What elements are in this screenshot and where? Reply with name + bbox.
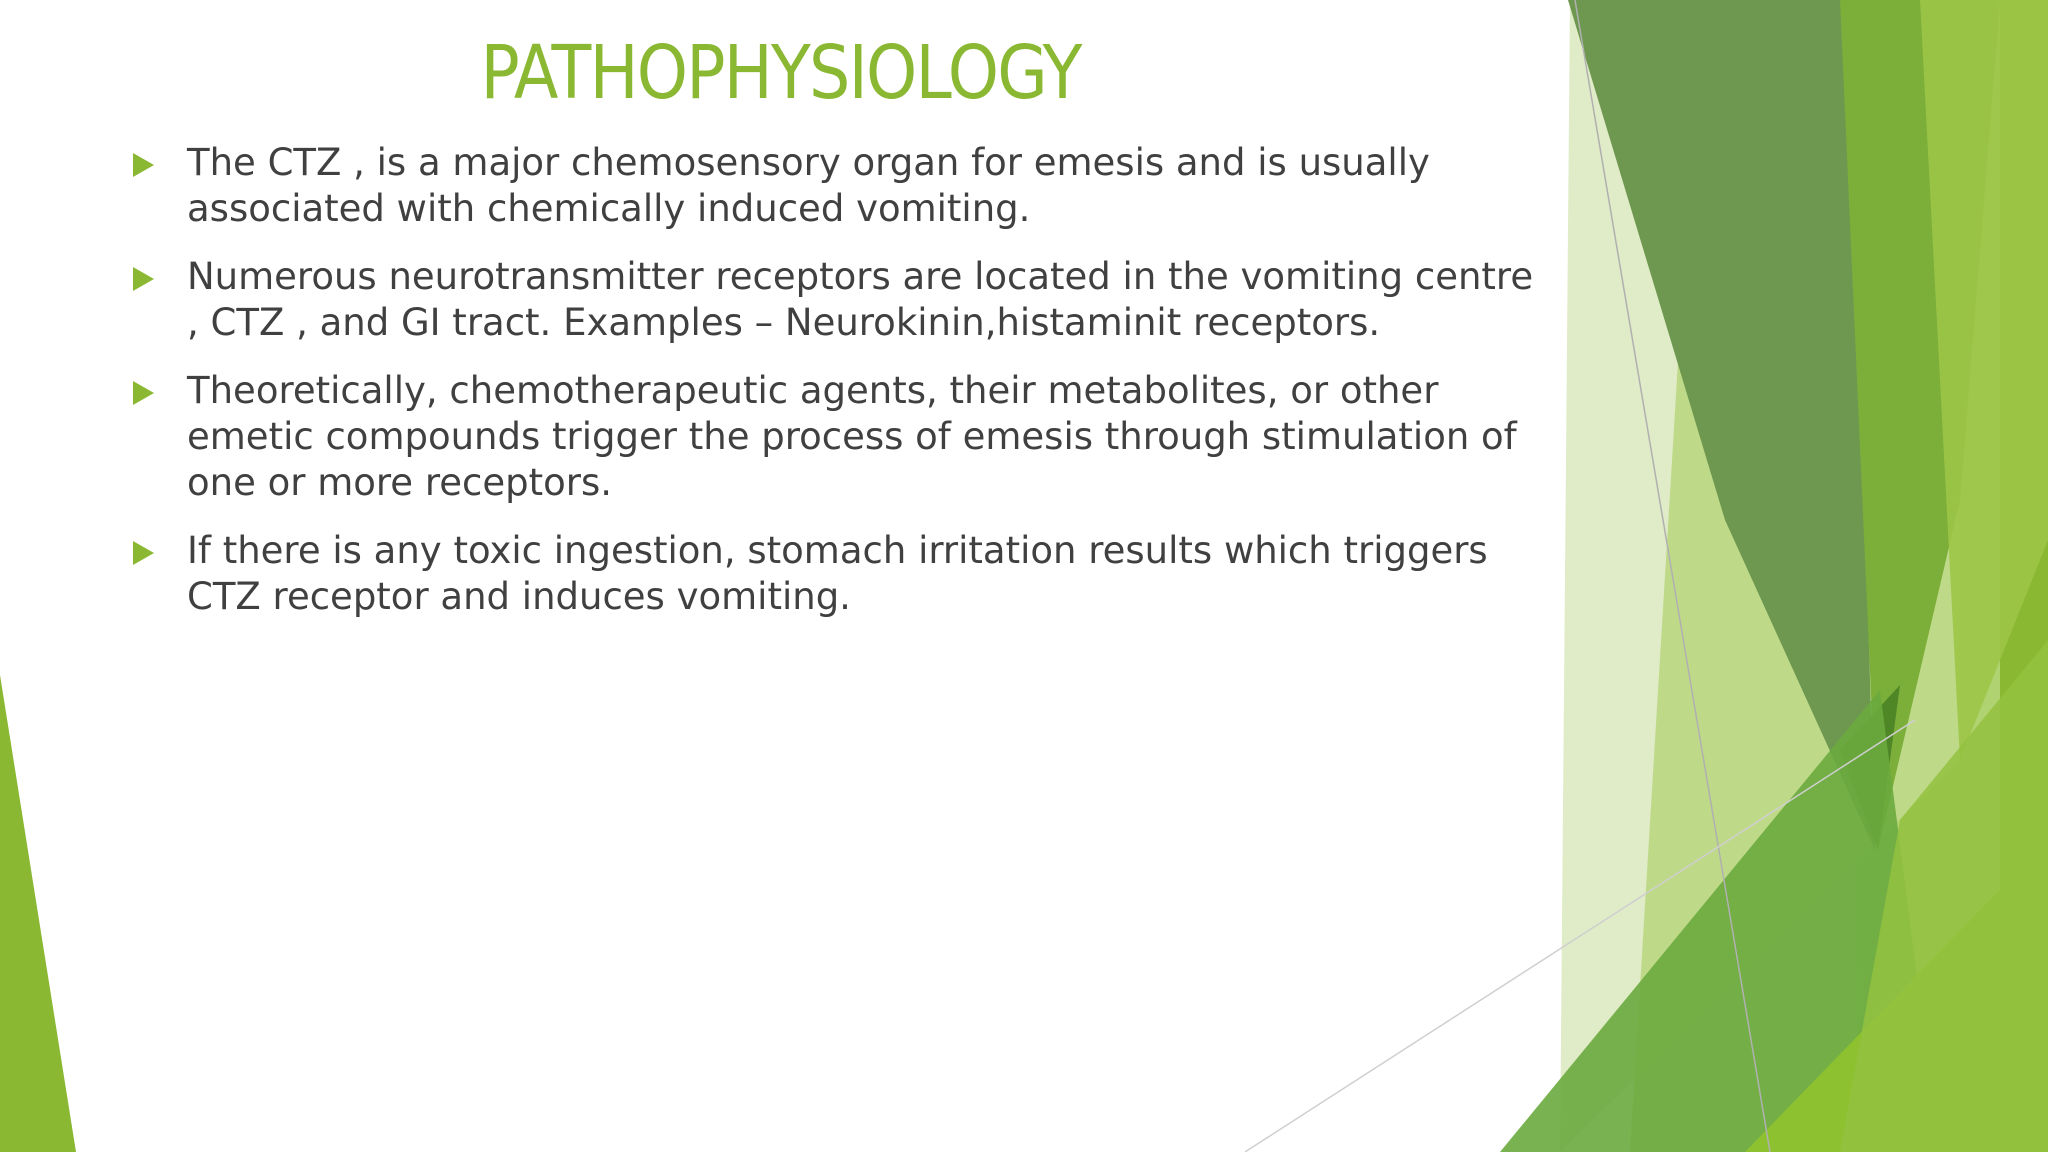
triangle-right-icon xyxy=(133,267,154,291)
bullet-text: Theoretically, chemotherapeutic agents, their metabolites, or other emetic compounds trigger the process of emesis through stimulation of one or more receptors. xyxy=(187,369,1517,504)
bullet-text: If there is any toxic ingestion, stomach irritation results which triggers CTZ receptor and induces vomiting. xyxy=(187,529,1488,618)
slide-title: PATHOPHYSIOLOGY xyxy=(480,30,1081,116)
bullet-text: The CTZ , is a major chemosensory organ for emesis and is usually associated with chemically induced vomiting. xyxy=(187,141,1430,230)
bullet-list xyxy=(130,140,1540,642)
triangle-right-icon xyxy=(133,153,154,177)
left-green-sliver xyxy=(0,675,76,1152)
bullet-item xyxy=(130,368,1540,506)
bullet-text: Numerous neurotransmitter receptors are located in the vomiting centre , CTZ , and GI tract. Examples – Neurokinin,histaminit receptors. xyxy=(187,255,1534,344)
bullet-item xyxy=(130,254,1540,346)
bullet-item xyxy=(130,528,1540,620)
triangle-right-icon xyxy=(133,381,154,405)
triangle-right-icon xyxy=(133,541,154,565)
bullet-item xyxy=(130,140,1540,232)
